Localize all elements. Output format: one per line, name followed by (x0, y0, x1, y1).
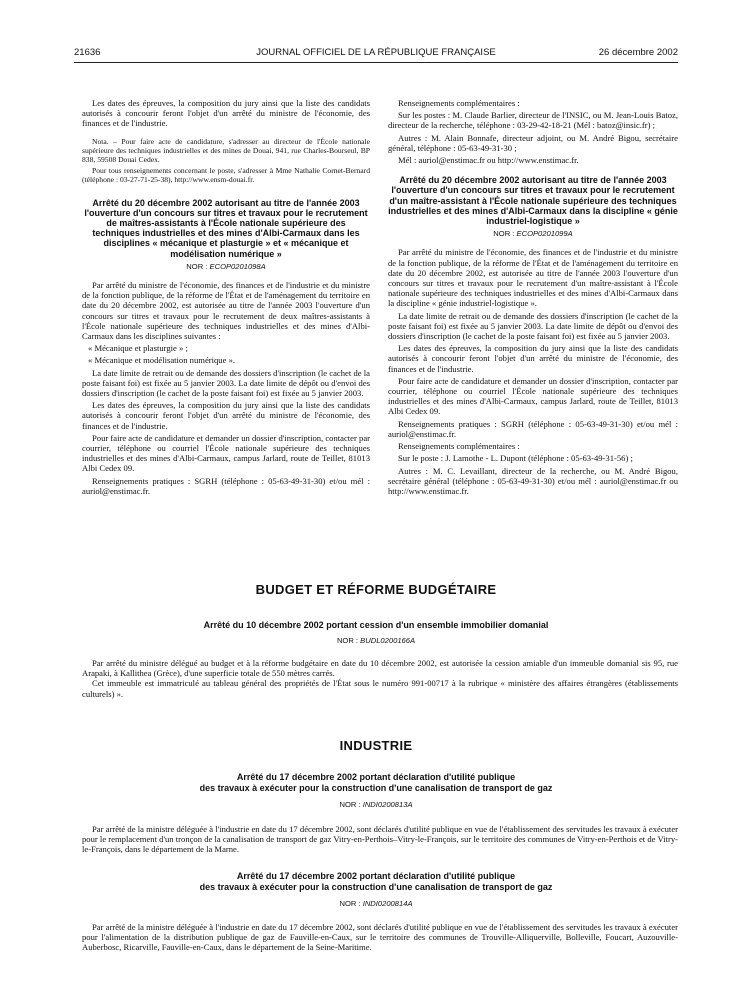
paragraph: Par arrêté de la ministre déléguée à l'industrie en date du 17 décembre 2002, sont déclarés d'utilité publique en vue de l'établissement des servitudes les travaux à exécuter pour le remplacement d'un tronçon de la canalisation de transport de gaz Vitry-en-Perthois–Vitry-le-François, sur le territoire des communes de Vitry-en-Perthois et de Vitry-le-François, dans le département de la Marne. (82, 824, 678, 855)
paragraph: Autres : M. C. Levaillant, directeur de la recherche, ou M. André Bigou, secrétaire général (téléphone : 05-63-49-31-30) et/ou mél : auriol@enstimac.fr ou http://www.enstimac.fr. (388, 465, 678, 496)
paragraph: Par arrêté de la ministre déléguée à l'industrie en date du 17 décembre 2002, sont déclarés d'utilité publique en vue de l'établissement des servitudes les travaux à exécuter pour l'alimentation de la distribution publique de gaz de Fauville-en-Caux, sur le territoire des communes de Trouville-Alliquerville, Bolleville, Foucart, Auzouville-Auberbosc, Ricarville, Fauville-en-Caux, dans le département de la Seine-Maritime. (82, 922, 678, 953)
nor-code: ECOP0201098A (209, 261, 266, 271)
journal-title: JOURNAL OFFICIEL DE LA RÉPUBLIQUE FRANÇAISE (256, 47, 496, 58)
page-number: 21636 (74, 47, 101, 58)
nor-code: INDI0200813A (362, 800, 413, 809)
paragraph: Par arrêté du ministre de l'économie, des finances et de l'industrie et du ministre de la fonction publique, de la réforme de l'État et de l'aménagement du territoire en date du 20 décembre 2002, est autorisée au titre de l'année 2003 l'ouverture d'un concours sur titres et travaux pour le recrutement d'un maître-assistant à l'École nationale supérieure des techniques industrielles et des mines d'Albi-Carmaux dans la discipline « génie industriel-logistique ». (388, 247, 678, 309)
nor-code: INDI0200814A (362, 899, 413, 908)
paragraph: Les dates des épreuves, la composition du jury ainsi que la liste des candidats autorisés à concourir feront l'objet d'un arrêté du ministre de l'économie, des finances et de l'industrie. (388, 343, 678, 374)
nor-label: NOR : (339, 899, 361, 908)
nota-contact: Pour tous renseignements concernant le poste, s'adresser à Mme Nathalie Cornet-Bernard (téléphone : 03-27-71-25-38), http://www.ensm-douai.fr. (82, 165, 370, 184)
paragraph: Par arrêté du ministre délégué au budget et à la réforme budgétaire en date du 10 décembre 2002, est autorisée la cession amiable d'un immeuble domanial sis 95, rue Arapaki, à Kallithea (Grèce), d'une superficie totale de 550 mètres carrés. (82, 658, 678, 679)
paragraph: Renseignements pratiques : SGRH (téléphone : 05-63-49-31-30) et/ou mél : auriol@enstimac.fr. (388, 418, 678, 439)
nota: Nota. – Pour faire acte de candidature, s'adresser au directeur de l'École nationale supérieure des techniques industrielles et des mines de Douai, 941, rue Charles-Bourseul, BP 838, 59508 Douai Cedex. (82, 136, 370, 164)
discipline-item: « Mécanique et modélisation numérique ». (88, 355, 236, 366)
nor-label: NOR : (186, 261, 208, 271)
nor-reference-budget (74, 636, 678, 645)
paragraph: Les dates des épreuves, la composition du jury ainsi que la liste des candidats autorisés à concourir feront l'objet d'un arrêté du ministre de l'économie, des finances et de l'industrie. (82, 400, 370, 431)
nor-label: NOR : (493, 229, 515, 239)
arrete-title: Arrêté du 20 décembre 2002 autorisant au titre de l'année 2003 l'ouverture d'un concours sur titres et travaux pour le recrutement de maîtres-assistants à l'École nationale supérieure des techniques industrielles et des mines d'Albi-Carmaux dans les disciplines « mécanique et plasturgie » et « mécanique et modélisation numérique » (84, 197, 368, 259)
budget-body (82, 658, 678, 699)
paragraph: Par arrêté du ministre de l'économie, des finances et de l'industrie et du ministre de la fonction publique, de la réforme de l'État et de l'aménagement du territoire en date du 20 décembre 2002, est autorisée au titre de l'année 2003 l'ouverture d'un concours sur titres et travaux pour le recrutement de deux maîtres-assistants à l'École nationale supérieure des techniques industrielles et des mines d'Albi-Carmaux dans les disciplines suivantes : (82, 280, 370, 342)
arrete-title-line2: des travaux à exécuter pour la construction d'une canalisation de transport de gaz (199, 882, 553, 892)
paragraph: Cet immeuble est immatriculé au tableau général des propriétés de l'État sous le numéro 991-00717 à la rubrique « ministère des affaires étrangères (établissements culturels) ». (82, 678, 678, 699)
arrete-title: Arrêté du 20 décembre 2002 autorisant au titre de l'année 2003 l'ouverture d'un concours sur titres et travaux pour le recrutement d'un maître-assistant à l'École nationale supérieure des techniques industrielles et des mines d'Albi-Carmaux dans la discipline « génie industriel-logistique » (388, 175, 678, 227)
industrie-body-1 (82, 824, 678, 855)
paragraph: La date limite de retrait ou de demande des dossiers d'inscription (le cachet de la poste faisant foi) est fixée au 5 janvier 2003. La date limite de dépôt ou d'envoi des dossiers d'inscription (le cachet de la poste faisant foi) est fixée au 5 janvier 2003. (82, 367, 370, 399)
issue-date: 26 décembre 2002 (598, 47, 678, 58)
nor-label: NOR : (339, 800, 361, 809)
page-header (74, 47, 678, 61)
arrete-title-line2: des travaux à exécuter pour la construction d'une canalisation de transport de gaz (199, 783, 553, 793)
paragraph: Renseignements complémentaires : (398, 98, 520, 108)
section-heading-budget: BUDGET ET RÉFORME BUDGÉTAIRE (255, 582, 497, 597)
nor-code: BUDL0200166A (360, 636, 416, 645)
arrete-title-line1: Arrêté du 17 décembre 2002 portant déclaration d'utilité publique (236, 772, 516, 782)
nor-reference (82, 262, 370, 272)
paragraph: Sur le poste : J. Lamothe - L. Dupont (téléphone : 05-63-49-31-56) ; (398, 453, 633, 464)
header-rule (74, 62, 678, 63)
left-column (82, 98, 370, 498)
nor-code: ECOP0201099A (516, 229, 573, 239)
nor-reference-industrie-2 (74, 899, 678, 908)
arrete-title-line1: Arrêté du 17 décembre 2002 portant déclaration d'utilité publique (236, 871, 516, 881)
discipline-item: « Mécanique et plasturgie » ; (88, 343, 188, 354)
right-column (388, 98, 678, 498)
paragraph: Renseignements complémentaires : (398, 441, 520, 452)
section-heading-industrie: INDUSTRIE (339, 738, 413, 753)
paragraph: Autres : M. Alain Bonnafe, directeur adjoint, ou M. André Bigou, secrétaire général, téléphone : 05-63-49-31-30 ; (388, 132, 678, 153)
industrie-body-2 (82, 922, 678, 953)
nor-label: NOR : (336, 636, 359, 645)
nor-reference (388, 229, 678, 239)
paragraph: Mél : auriol@enstimac.fr ou http://www.enstimac.fr. (398, 155, 579, 166)
paragraph: Pour faire acte de candidature et demander un dossier d'inscription, contacter par courrier, téléphone ou courriel l'École nationale supérieure des techniques industrielles et des mines d'Albi-Carmaux, campus Jarlard, route de Teillet, 81013 Albi Cedex 09. (82, 432, 370, 474)
paragraph: Les dates des épreuves, la composition du jury ainsi que la liste des candidats autorisés à concourir feront l'objet d'un arrêté du ministre de l'économie, des finances et de l'industrie. (82, 98, 370, 129)
nor-reference-industrie-1 (74, 800, 678, 809)
arrete-title-budget: Arrêté du 10 décembre 2002 portant cession d'un ensemble immobilier domanial (203, 620, 549, 630)
paragraph: Renseignements pratiques : SGRH (téléphone : 05-63-49-31-30) et/ou mél : auriol@enstimac.fr. (82, 475, 370, 496)
paragraph: Pour faire acte de candidature et demander un dossier d'inscription, contacter par courrier, téléphone ou courriel l'École nationale supérieure des techniques industrielles et des mines d'Albi-Carmaux, campus Jarlard, route de Teillet, 81013 Albi Cedex 09. (388, 375, 678, 417)
paragraph: La date limite de retrait ou de demande des dossiers d'inscription (le cachet de la poste faisant foi) est fixée au 5 janvier 2003. La date limite de dépôt ou d'envoi des dossiers d'inscription (le cachet de la poste faisant foi) est fixée au 5 janvier 2003. (388, 310, 678, 342)
paragraph: Sur les postes : M. Claude Barlier, directeur de l'INSIC, ou M. Jean-Louis Batoz, directeur de la recherche, téléphone : 03-29-42-18-21 (Mél : batoz@insic.fr) ; (388, 110, 678, 131)
